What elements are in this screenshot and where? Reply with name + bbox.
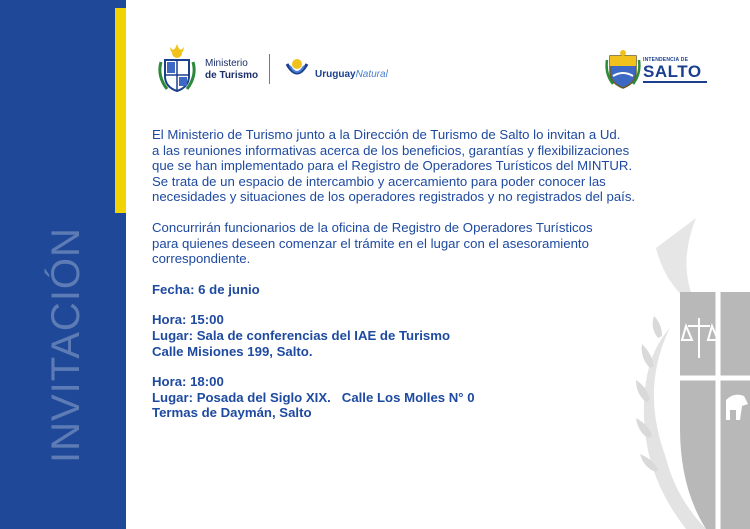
intro-line: Se trata de un espacio de intercambio y acercamiento para poder conocer las (152, 173, 606, 189)
intro-line: que se han implementado para el Registro de Operadores Turísticos del MINTUR. (152, 158, 633, 174)
uruguay-brand: Uruguay (315, 69, 356, 80)
ministerio-line1: Ministerio (205, 58, 248, 69)
uruguay-brand-italic: Natural (355, 69, 388, 80)
meeting-1-address: Calle Misiones 199, Salto. (152, 343, 313, 359)
second-line: para quienes deseen comenzar el trámite en el lugar con el asesoramiento (152, 235, 589, 251)
salto-underline (643, 81, 707, 83)
salto-main-label: SALTO (643, 62, 702, 81)
logo-divider (269, 54, 270, 84)
intro-line: a las reuniones informativas acerca de los beneficios, garantías y flexibilizaciones (152, 142, 630, 158)
meeting-1-place: Lugar: Sala de conferencias del IAE de Turismo (152, 327, 451, 343)
header-logos (153, 44, 713, 94)
uruguay-coat-of-arms-icon (153, 44, 201, 94)
meeting-2-time: Hora: 18:00 (152, 374, 224, 390)
ministerio-line2: de Turismo (205, 70, 259, 81)
salto-top-label: INTENDENCIA DE (643, 57, 689, 63)
ministerio-label (205, 58, 258, 82)
meeting-2 (152, 374, 712, 421)
meeting-1-time: Hora: 15:00 (152, 312, 224, 328)
salto-shield-icon (605, 50, 641, 90)
second-line: correspondiente. (152, 251, 251, 267)
uruguay-natural-label (315, 69, 388, 80)
meeting-1 (152, 312, 712, 359)
invitation-body (152, 127, 712, 421)
invitation-title: INVITACIÓN (44, 227, 88, 463)
accent-strip (115, 8, 126, 213)
second-line: Concurrirán funcionarios de la oficina de Registro de Operadores Turísticos (152, 219, 593, 235)
intro-line: necesidades y situaciones de los operadores registrados y no registrados del país. (152, 189, 636, 205)
intro-paragraph (152, 127, 712, 205)
second-paragraph (152, 220, 712, 267)
intro-line: El Ministerio de Turismo junto a la Dirección de Turismo de Salto lo invitan a Ud. (152, 127, 621, 142)
event-date: Fecha: 6 de junio (152, 281, 260, 297)
sun-wave-icon (284, 54, 310, 82)
meeting-2-address: Termas de Daymán, Salto (152, 405, 312, 421)
salto-label (643, 57, 707, 83)
meeting-2-place: Lugar: Posada del Siglo XIX. Calle Los Molles N° 0 (152, 389, 475, 405)
